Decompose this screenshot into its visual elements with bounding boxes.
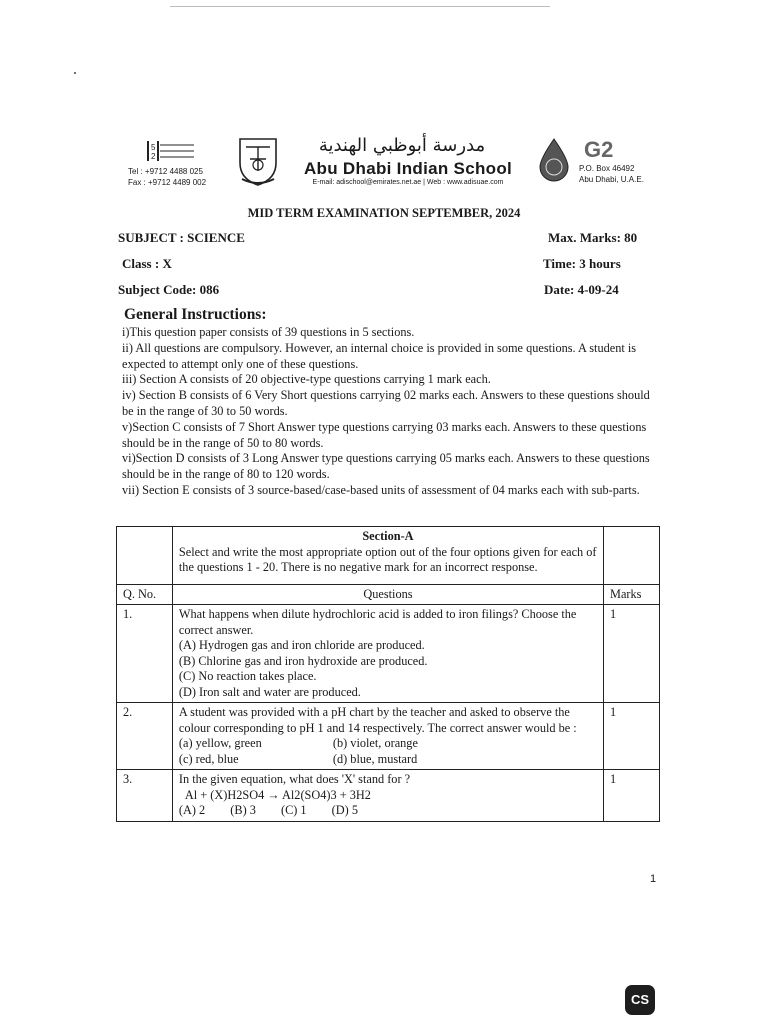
instruction-item: v)Section C consists of 7 Short Answer type questions carrying 03 marks each. Answers to these questions should be in the range of 50 to 80 words.	[122, 419, 647, 450]
instructions-list	[122, 325, 662, 499]
exam-title: MID TERM EXAMINATION SEPTEMBER, 2024	[247, 206, 521, 220]
page-number: 1	[650, 873, 657, 885]
max-marks: Max. Marks: 80	[548, 230, 638, 245]
class-label: Class : X	[122, 256, 172, 271]
po-box: P.O. Box 46492	[579, 164, 635, 173]
arabic-school-name: مدرسة أبوظبي الهندية	[318, 135, 486, 156]
contact-numbers	[128, 166, 206, 188]
option: (C) No reaction takes place.	[178, 669, 317, 683]
time-label: Time: 3 hours	[543, 256, 621, 271]
empty-cell	[117, 527, 173, 585]
question-text: What happens when dilute hydrochloric acid is added to iron filings? Choose the correct answer.	[178, 607, 577, 637]
chemical-equation: Al + (X)H2SO4 → Al2(SO4)3 + 3H2	[184, 787, 371, 802]
option: (A) 2	[178, 803, 206, 817]
email-web: E-mail: adischool@emirates.net.ae | Web : www.adisuae.com	[312, 179, 504, 186]
tel-number: Tel : +9712 4488 025	[128, 167, 203, 176]
questions-table	[116, 526, 660, 822]
instruction-item: i)This question paper consists of 39 questions in 5 sections.	[122, 325, 415, 339]
col-header-qno: Q. No.	[117, 584, 173, 605]
option: (c) red, blue	[178, 751, 239, 766]
table-row	[117, 770, 660, 822]
option-row	[179, 752, 597, 768]
school-name: Abu Dhabi Indian School	[303, 159, 513, 178]
fax-number: Fax : +9712 4489 002	[128, 178, 207, 187]
col-header-marks: Marks	[604, 584, 660, 605]
instructions-heading: General Instructions:	[124, 306, 267, 323]
question-number: 1.	[117, 605, 173, 703]
question-marks: 1	[604, 703, 660, 770]
question-cell	[172, 770, 603, 822]
column-header-row	[117, 584, 660, 605]
section-title: Section-A	[362, 529, 414, 543]
question-number: 3.	[117, 770, 173, 822]
po-box-address	[579, 163, 644, 185]
question-cell	[172, 605, 603, 703]
question-marks: 1	[604, 770, 660, 822]
exam-date: Date: 4-09-24	[544, 282, 619, 297]
option: (A) Hydrogen gas and iron chloride are produced.	[178, 638, 425, 652]
section-description: Select and write the most appropriate option out of the four options given for each of the questions 1 - 20. There is no negative mark for an incorrect response.	[178, 544, 597, 574]
option-row	[179, 736, 597, 752]
accreditation-logo-icon	[146, 139, 196, 163]
option: (C) 1	[280, 803, 307, 817]
scan-speck	[74, 72, 76, 74]
empty-cell	[604, 527, 660, 585]
table-row	[117, 703, 660, 770]
g2-logo: G2	[584, 137, 614, 162]
section-header-row	[117, 527, 660, 585]
question-number: 2.	[117, 703, 173, 770]
subject-label: SUBJECT : SCIENCE	[118, 230, 245, 245]
option: (b) violet, orange	[332, 736, 418, 750]
svg-text:5: 5	[151, 143, 156, 152]
instruction-item: vi)Section D consists of 3 Long Answer type questions carrying 05 marks each. Answers to these questions should be in the range of 80 to 120 words.	[122, 451, 650, 482]
letterhead	[114, 133, 664, 193]
question-text: A student was provided with a pH chart by the teacher and asked to observe the colour corresponding to pH 1 and 14 respectively. The correct answer would be :	[178, 705, 577, 735]
svg-text:2: 2	[151, 152, 156, 161]
instruction-item: ii) All questions are compulsory. However, an internal choice is provided in some questions. A student is expected to attempt only one of these questions.	[122, 340, 637, 371]
school-crest-icon	[236, 135, 280, 187]
instruction-item: iv) Section B consists of 6 Very Short questions carrying 02 marks each. Answers to these questions should be in the range of 30 to 50 words.	[122, 388, 650, 418]
option: (B) 3	[230, 803, 256, 817]
option: (D) 5	[331, 803, 358, 817]
option: (d) blue, mustard	[332, 751, 418, 766]
question-text: In the given equation, what does 'X' stand for ?	[178, 772, 411, 786]
option: (B) Chlorine gas and iron hydroxide are produced.	[178, 653, 428, 668]
camscanner-badge: CS	[625, 985, 655, 1015]
option: (a) yellow, green	[178, 736, 262, 750]
instruction-item: vii) Section E consists of 3 source-based/case-based units of assessment of 04 marks each with sub-parts.	[122, 482, 640, 497]
instruction-item: iii) Section A consists of 20 objective-type questions carrying 1 mark each.	[122, 372, 491, 387]
subject-code: Subject Code: 086	[118, 282, 220, 297]
section-header-cell	[172, 527, 603, 585]
option-row	[179, 803, 597, 819]
question-cell	[172, 703, 603, 770]
scan-edge-line	[170, 6, 550, 7]
col-header-questions: Questions	[172, 584, 603, 605]
table-row	[117, 605, 660, 703]
question-marks: 1	[604, 605, 660, 703]
city: Abu Dhabi, U.A.E.	[579, 175, 644, 184]
option: (D) Iron salt and water are produced.	[178, 684, 361, 699]
drop-logo-icon	[536, 137, 572, 183]
